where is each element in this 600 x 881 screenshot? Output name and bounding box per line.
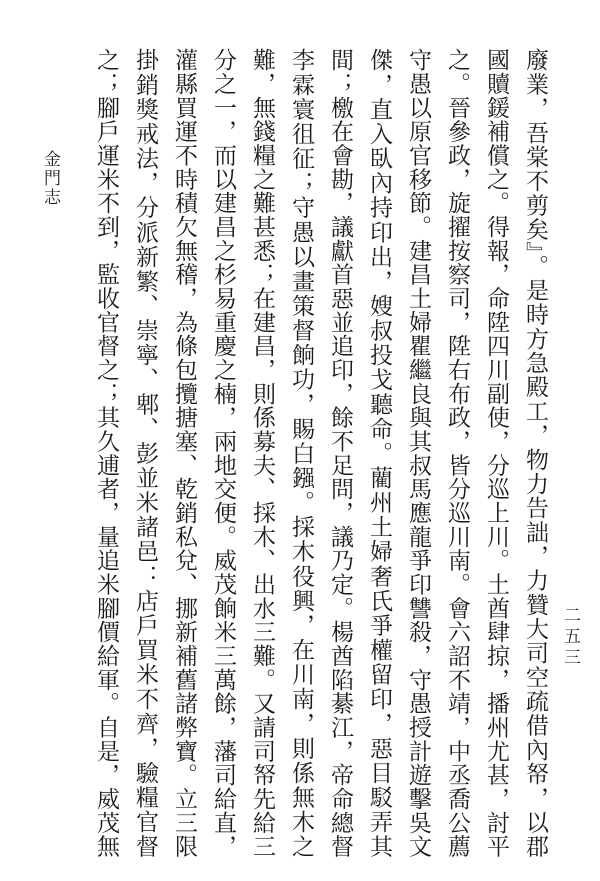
page-number: 二五三: [560, 606, 580, 669]
running-head-title: 金門志: [40, 150, 60, 207]
main-body-text: 廢業，吾棠不剪矣』。是時方急殿工，物力告詘，力贊大司空疏借內帑，以郡國贖鍰補償之。得報，命陞四川副使，分巡上川。土酋肆掠，播州尤甚，討平之。晉參政，旋擢按察司，陞右布政，皆分巡川南。會六詔不靖，中丞喬公薦守愚以原官移節。建昌土婦瞿繼良與其叔馬應龍爭印讐殺，守愚授計遊擊吳文傑，直入臥內持印出，嫂叔投戈聽命。藺州土婦奢氏爭權留印，惡目駁弄其間；檄在會勘，議獻首惡並追印，餘不足問，議乃定。楊酋陷綦江，帝命總督李霖寰徂征；守愚以畫策督餉功，賜白鏹。採木役興，在川南，則係無木之難，無錢糧之難甚悉；在建昌，則係募夫、採木、出水三難。又請司帑先給三分之一，而以建昌之杉易重慶之楠，兩地交便。威茂餉米三萬餘，藩司給直，灌縣買運不時積欠無稽，為條包攬搪塞、乾銷私兌、挪新補舊諸弊寶。立三限掛銷獎戒法，分派新繁、崇寧、郫、彭並米諸邑：店戶買米不齊，驗糧官督之；腳戶運米不到，監收官督之；其久逋者，量追米腳價給軍。自是，威茂無: [93, 48, 548, 858]
